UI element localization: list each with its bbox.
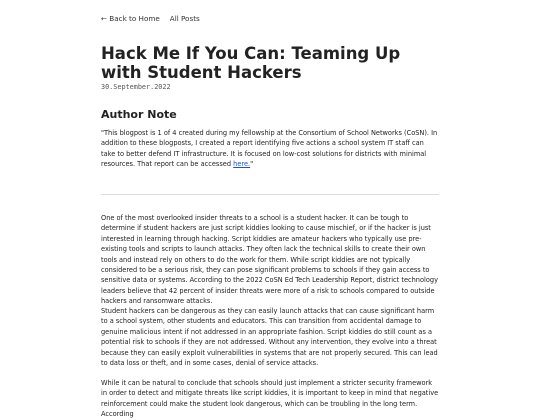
top-nav (101, 14, 200, 23)
author-note-body: "This blogpost is 1 of 4 created during my fellowship at the Consortium of School Networks (CoSN). In addition to these blogposts, I created a report identifying five actions a school system IT staff can take to better defend IT infrastructure. It is focused on low-cost solutions for districts with minimal resources. That report can be accessed (101, 129, 438, 169)
all-posts-link[interactable]: All Posts (169, 14, 200, 23)
post-title: Hack Me If You Can: Teaming Up with Student Hackers (101, 44, 401, 82)
body-paragraph-2: Student hackers can be dangerous as they can easily launch attacks that can cause significant harm to a school system, other students and educators. This can transition from accidental damage to genuine malicious intent if not addressed in an appropriate fashion. Script kiddies do still count as a potential risk to schools if they are not addressed. Without any intervention, they evolve into a threat because they can easily exploit vulnerabilities in systems that are not properly secured. This can lead to data loss or theft, and in some cases, denial of service attacks. (101, 307, 438, 368)
post-date: 30.September.2022 (101, 83, 171, 91)
body-paragraph-3: While it can be natural to conclude that schools should just implement a stricter security framework in order to detect and mitigate threats like script kiddies, it is important to keep in mind that negative reinforcement could make the student look dangerous, which can be troubling in the long term. According (101, 379, 439, 419)
author-note-closing: " (250, 160, 254, 169)
report-link[interactable]: here. (233, 160, 251, 169)
author-note-text (101, 128, 439, 170)
body-paragraph-1: One of the most overlooked insider threats to a school is a student hacker. It can be tough to determine if student hackers are just script kiddies looking to cause mischief, or if the hacker is just interested in learning through hacking. Script kiddies are amateur hackers who typically use pre-existing tools and scripts to launch attacks. They often lack the technical skills to create their own tools and instead rely on others to do the work for them. While script kiddies are not typically considered to be a serious risk, they can pose significant problems to schools if they gain access to sensitive data or systems. According to the 2022 CoSN Ed Tech Leadership Report, district technology leaders believe that 42 percent of insider threats were more of a risk to schools compared to outside hackers and ransomware attacks. (101, 214, 438, 306)
author-note-heading: Author Note (101, 108, 177, 121)
back-to-home-link[interactable]: ← Back to Home (101, 14, 160, 23)
section-divider (101, 194, 439, 195)
